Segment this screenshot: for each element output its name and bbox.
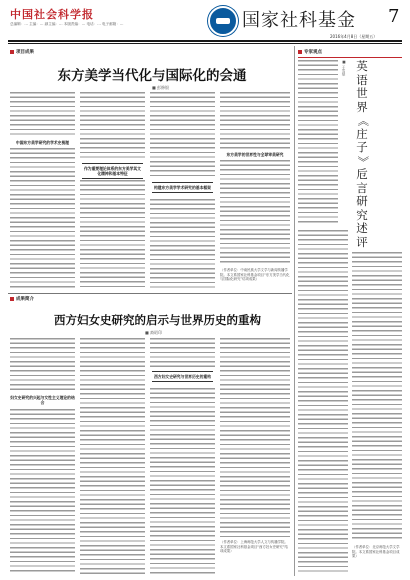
- page-number: 7: [388, 6, 400, 27]
- article1-text-block: [150, 199, 215, 288]
- title-char: 述: [356, 221, 368, 235]
- title-char: 《: [355, 115, 370, 127]
- masthead-rule-thin: [8, 43, 402, 44]
- page-banner-title: 国家社科基金: [242, 10, 356, 31]
- article3-text-block: [298, 230, 348, 574]
- article2-text-block: [150, 388, 215, 574]
- title-char: 语: [356, 72, 368, 87]
- article2-text-block: [220, 338, 290, 538]
- article2-subhead: 妇女史研究的兴起与女性主义理论的结合: [10, 395, 75, 405]
- article2-text-block: [150, 338, 215, 368]
- article2-text-block: [10, 409, 75, 574]
- article1-subhead: 中国东方美学研究的学术史梳理: [15, 140, 70, 145]
- title-char: 评: [356, 234, 368, 249]
- section-rule: [298, 57, 402, 58]
- section-tag-results-intro: [10, 296, 34, 302]
- section-tag-project-results: [10, 49, 34, 55]
- article3-byline: ■ 于雪棠: [342, 60, 346, 76]
- title-char: 英: [356, 59, 368, 73]
- article3-title: [349, 60, 375, 249]
- title-char: 子: [356, 140, 368, 154]
- title-char: 研: [356, 194, 368, 208]
- article1-byline: ■ 彭修银: [152, 85, 170, 90]
- article2-text-block: [10, 338, 75, 392]
- article1-text-block: [220, 92, 290, 150]
- article3-footnote: （作者单位：北京师范大学文学院。本文系国家社科基金项目成果）: [352, 545, 400, 559]
- section-tag-expert-views: [298, 49, 322, 55]
- title-char: 》: [355, 155, 370, 167]
- masthead-meta: 总编辑：… 主编：… 副主编：… 本版责编：… 电话：… 电子邮箱：…: [10, 22, 124, 26]
- section-marker-icon: [10, 50, 14, 54]
- article1-text-block: [150, 92, 215, 178]
- article2-footnote: （作者单位：上海师范大学人文与传播学院。本文系国家社科基金项目“西方妇女史研究”结项成果）: [220, 540, 288, 554]
- article1-text-block: [80, 180, 145, 288]
- article1-text-block: [80, 92, 145, 159]
- newspaper-name: 中国社会科学报: [10, 8, 94, 21]
- article1-subhead: 东方美学的世界性与全球审美研究: [226, 152, 284, 157]
- column-divider: [294, 46, 295, 576]
- article1-text-block: [10, 92, 75, 138]
- article1-text-block: [10, 148, 75, 288]
- article2-text-block: [80, 338, 145, 574]
- article2-byline: ■ 裔昭印: [145, 330, 163, 335]
- section-marker-icon: [298, 50, 302, 54]
- article3-text-block: [352, 252, 402, 542]
- title-char: 世: [356, 86, 368, 100]
- title-char: 言: [356, 180, 368, 195]
- title-char: 庄: [356, 126, 368, 141]
- article1-pullquote: 作为重要理论体系的东方美学其文化精神和基本特征: [82, 163, 143, 179]
- article2-title: 西方妇女史研究的启示与世界历史的重构: [54, 313, 261, 327]
- article1-title: 东方美学当代化与国际化的会通: [57, 68, 247, 84]
- issue-date: 2016年4月8日（星期五）: [330, 34, 378, 39]
- article3-text-block: [298, 60, 338, 225]
- section-tag-label: 专家观点: [304, 50, 322, 55]
- article-divider: [8, 293, 292, 294]
- article1-footnote: （作者单位：中南民族大学文学与新闻传播学院。本文系国家社科基金项目“东方美学当代化与国际化研究”结项成果）: [220, 268, 290, 282]
- masthead-rule: [8, 40, 402, 42]
- nssf-logo-icon: [208, 6, 238, 36]
- article2-pullquote: 西方妇女史研究与世界历史的重构: [152, 371, 213, 382]
- section-tag-label: 成果简介: [16, 297, 34, 302]
- section-tag-label: 项目成果: [16, 50, 34, 55]
- title-char: 卮: [356, 167, 368, 181]
- article1-pullquote: 构建东方美学学术研究的基本框架: [152, 182, 213, 193]
- title-char: 界: [356, 99, 368, 114]
- article1-text-block: [220, 160, 290, 266]
- section-marker-icon: [10, 297, 14, 301]
- title-char: 究: [356, 207, 368, 222]
